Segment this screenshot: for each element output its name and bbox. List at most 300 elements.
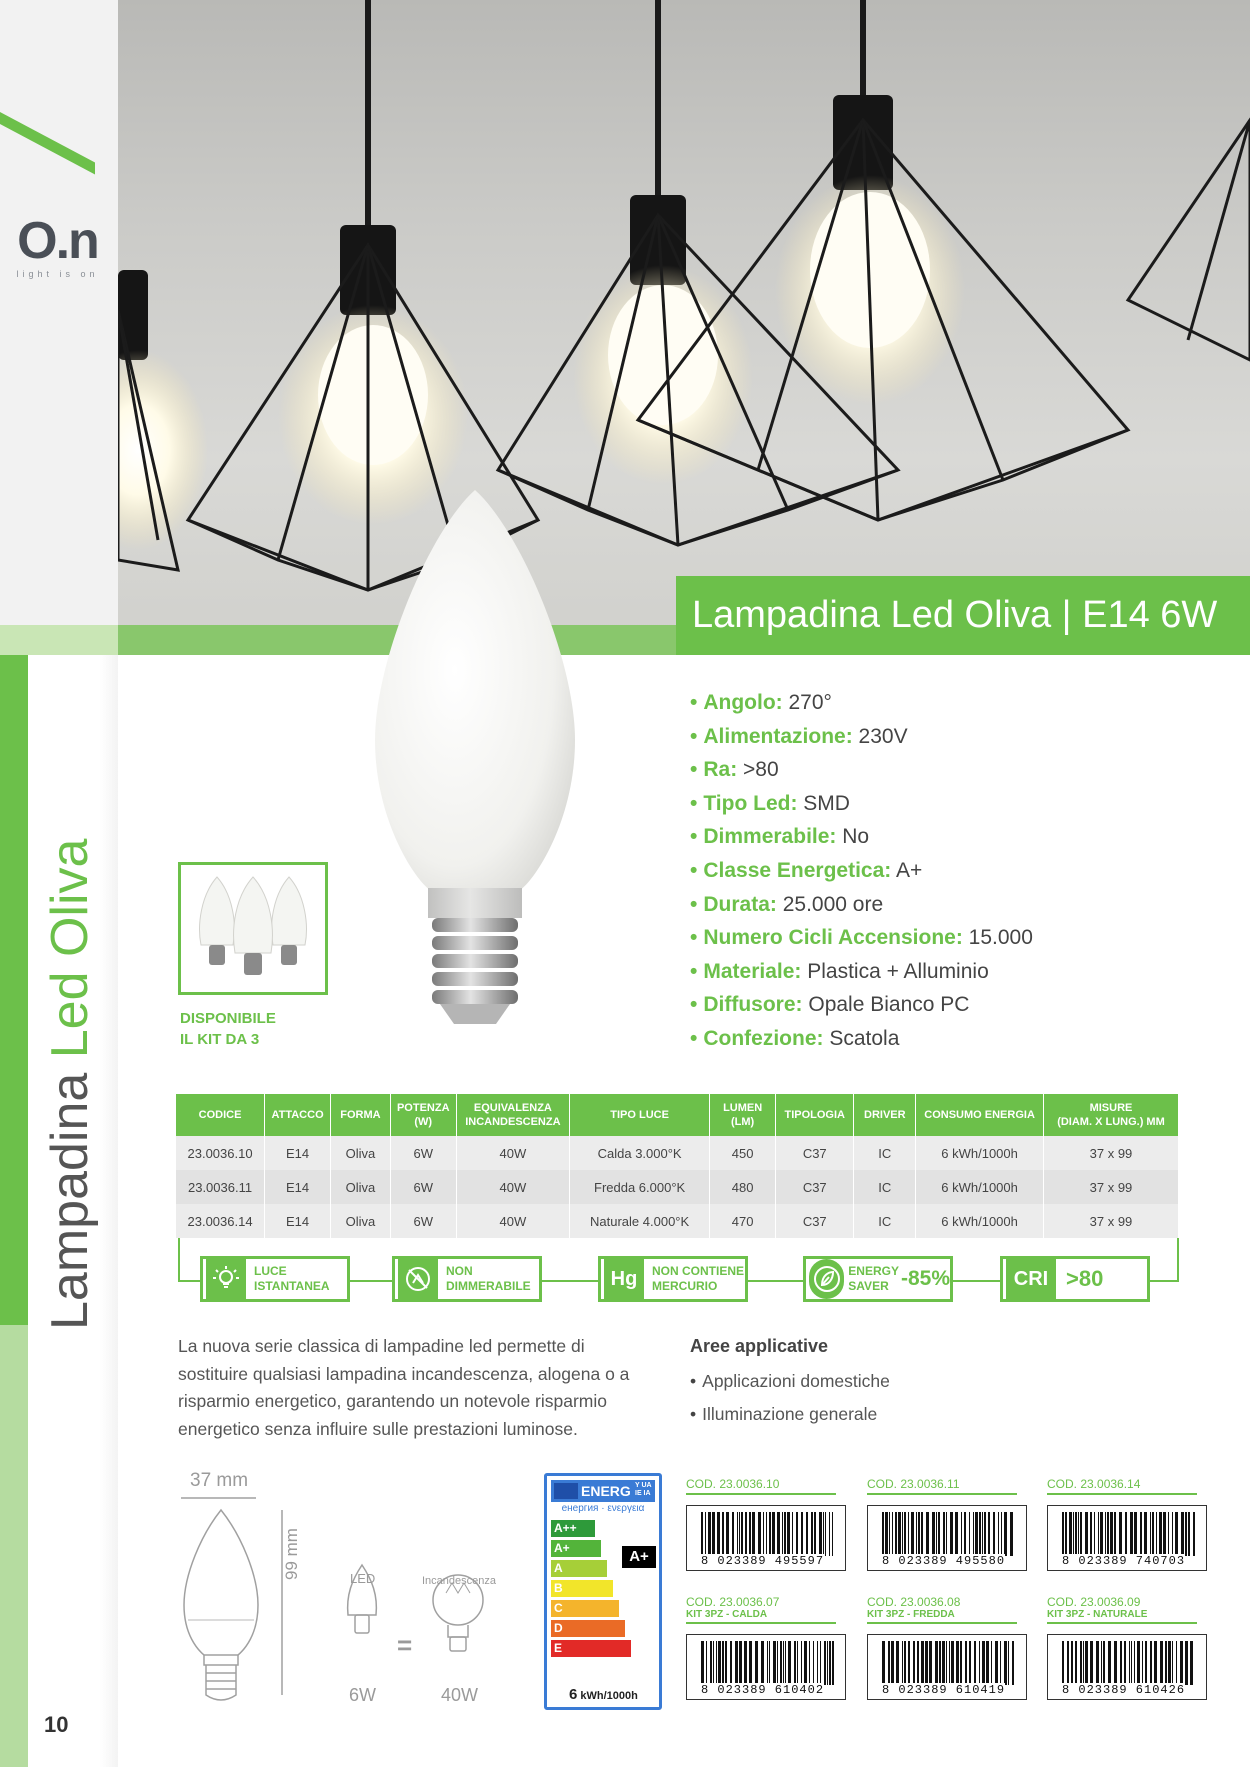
barcode-bar xyxy=(792,1512,793,1556)
spec-value: 15.000 xyxy=(962,926,1033,950)
barcode-bar xyxy=(1168,1512,1169,1556)
kit-label-line1: DISPONIBILE xyxy=(180,1010,276,1027)
vertical-title-accent: Led Oliva xyxy=(41,838,99,1059)
table-header-cell: CODICE xyxy=(176,1094,265,1136)
barcode-bar xyxy=(1154,1641,1157,1685)
table-cell: 40W xyxy=(456,1204,569,1238)
barcode-bar xyxy=(1114,1512,1116,1556)
application-areas xyxy=(690,1333,890,1431)
barcode-bar xyxy=(1065,1512,1067,1556)
barcode-bar xyxy=(969,1512,970,1556)
badge-mercury-text: NON CONTIENE MERCURIO xyxy=(652,1264,745,1293)
barcode-bar xyxy=(939,1641,941,1685)
energy-header-suffix: Y UA IE IA xyxy=(635,1482,652,1497)
energy-class-bar: A xyxy=(551,1560,607,1577)
barcode-bar xyxy=(1085,1512,1088,1556)
barcode-bar xyxy=(705,1512,706,1556)
barcode-bar xyxy=(708,1512,711,1556)
table-cell: E14 xyxy=(265,1136,331,1170)
energy-class-bar: A++ xyxy=(551,1520,595,1537)
barcode-bar xyxy=(902,1512,903,1556)
table-cell: Oliva xyxy=(331,1170,391,1204)
barcode-code: COD. 23.0036.11 xyxy=(867,1477,1017,1495)
barcode-bar xyxy=(755,1641,758,1685)
barcode-bar xyxy=(932,1512,935,1556)
barcode-code: COD. 23.0036.14 xyxy=(1047,1477,1197,1495)
barcode-bar xyxy=(713,1641,714,1685)
barcode-bar xyxy=(882,1641,885,1685)
barcode-bar xyxy=(1062,1641,1064,1685)
barcode-bar xyxy=(1098,1512,1099,1556)
table-cell: 37 x 99 xyxy=(1043,1136,1178,1170)
table-row xyxy=(176,1204,1179,1238)
barcode-bar xyxy=(995,1641,998,1685)
spec-item xyxy=(690,854,1033,888)
barcode-number: 8 023389 495597 xyxy=(701,1554,825,1568)
barcode-bar xyxy=(1156,1512,1157,1556)
barcode-bar xyxy=(1062,1512,1064,1556)
barcode-block xyxy=(867,1595,1027,1700)
pendant-lamps-illustration xyxy=(118,0,1250,655)
energy-subtitle: енергия · ενεργεια xyxy=(561,1503,645,1514)
barcode-bar xyxy=(911,1512,914,1556)
barcode-code: COD. 23.0036.07 xyxy=(686,1595,780,1609)
spec-item xyxy=(690,686,1033,720)
barcode-bar xyxy=(749,1641,752,1685)
table-cell: Naturale 4.000°K xyxy=(570,1204,710,1238)
barcode-bar xyxy=(1114,1641,1117,1685)
spec-item xyxy=(690,921,1033,955)
length-label: 99 mm xyxy=(282,1528,301,1580)
spec-key: Diffusore: xyxy=(703,993,803,1017)
barcode-bar xyxy=(918,1512,920,1556)
spec-value: 25.000 ore xyxy=(776,892,884,916)
product-title: Lampadina Led Oliva | E14 6W xyxy=(676,576,1250,655)
dimensions-diagram xyxy=(176,1465,506,1705)
barcode-bar xyxy=(1085,1641,1088,1685)
barcode-bar xyxy=(1190,1641,1193,1685)
barcode-bar xyxy=(984,1512,986,1556)
table-header-cell: LUMEN (LM) xyxy=(710,1094,776,1136)
barcode-bar xyxy=(1069,1512,1072,1556)
spec-item xyxy=(690,820,1033,854)
barcode-bar xyxy=(782,1512,783,1556)
barcode-bar xyxy=(745,1512,747,1556)
vertical-page-title xyxy=(40,839,100,1330)
barcode-bar xyxy=(964,1512,966,1556)
table-cell: IC xyxy=(854,1204,916,1238)
barcode-bar xyxy=(892,1512,893,1556)
barcode-bar xyxy=(1134,1512,1137,1556)
barcode-bar xyxy=(777,1641,778,1685)
table-cell: C37 xyxy=(776,1136,854,1170)
barcode-block xyxy=(1047,1595,1207,1700)
spec-key: Angolo: xyxy=(703,691,783,714)
barcode-bar xyxy=(827,1641,828,1685)
spec-key: Alimentazione: xyxy=(703,724,853,748)
badge-instant-text: LUCE ISTANTANEA xyxy=(254,1264,330,1293)
barcode-bar xyxy=(730,1641,732,1685)
barcode-bar xyxy=(717,1512,720,1556)
table-cell: 470 xyxy=(710,1204,776,1238)
table-cell: IC xyxy=(854,1170,916,1204)
barcode-bar xyxy=(938,1512,940,1556)
barcode-number: 8 023389 610419 xyxy=(882,1683,1006,1697)
spec-bullet: • xyxy=(690,758,698,782)
barcode-bar xyxy=(1160,1641,1163,1685)
spec-bullet: • xyxy=(690,724,698,748)
leaf-icon xyxy=(809,1259,844,1299)
barcode-kit-label: KIT 3PZ - NATURALE xyxy=(1047,1609,1148,1620)
barcode-bar xyxy=(761,1641,764,1685)
barcode-bar xyxy=(725,1641,727,1685)
barcode-bar xyxy=(1172,1512,1173,1556)
barcode-bar xyxy=(806,1512,808,1556)
barcode-bar xyxy=(814,1512,816,1556)
energy-label-header xyxy=(551,1480,655,1502)
table-cell: 40W xyxy=(456,1170,569,1204)
barcode-block xyxy=(686,1595,846,1700)
barcode-bar xyxy=(1145,1641,1147,1685)
barcode-bar xyxy=(1004,1641,1007,1685)
barcode-bar xyxy=(809,1641,810,1685)
badge-energy-value: -85% xyxy=(900,1267,950,1290)
badge-energy-saver xyxy=(803,1256,953,1302)
barcode-bar xyxy=(801,1512,803,1556)
barcode-bar xyxy=(979,1641,980,1685)
energy-class-bar: A+ xyxy=(551,1540,601,1557)
barcode-bar xyxy=(763,1512,764,1556)
spec-value: Scatola xyxy=(823,1026,900,1050)
barcode-image xyxy=(1047,1505,1207,1571)
no-dimmer-icon xyxy=(398,1259,438,1299)
barcode-bar xyxy=(935,1641,938,1685)
barcode-bar xyxy=(712,1512,715,1556)
barcode-bar xyxy=(1090,1512,1092,1556)
barcode-bar xyxy=(950,1512,953,1556)
barcode-bar xyxy=(825,1512,826,1556)
table-cell: E14 xyxy=(265,1170,331,1204)
barcode-bar xyxy=(769,1512,771,1556)
table-header-cell: EQUIVALENZA INCANDESCENZA xyxy=(456,1094,569,1136)
diameter-label: 37 mm xyxy=(190,1470,249,1491)
barcode-bar xyxy=(1176,1641,1177,1685)
barcode-bar xyxy=(1129,1641,1130,1685)
barcode-bar xyxy=(921,1512,923,1556)
barcode-bar xyxy=(769,1641,770,1685)
barcode-bar xyxy=(726,1512,729,1556)
energy-class-bar: C xyxy=(551,1600,619,1617)
barcode-bar xyxy=(1119,1512,1122,1556)
barcode-bar xyxy=(732,1512,734,1556)
barcode-bar xyxy=(926,1512,929,1556)
barcode-bar xyxy=(819,1512,822,1556)
barcode-bar xyxy=(913,1641,915,1685)
badge-instant-light xyxy=(200,1256,350,1302)
barcode-bar xyxy=(1125,1512,1127,1556)
barcode-bar xyxy=(1012,1641,1014,1685)
kit-label-line2: IL KIT DA 3 xyxy=(180,1031,260,1048)
barcode-bar xyxy=(1181,1512,1184,1556)
barcode-bar xyxy=(882,1512,884,1556)
barcode-bar xyxy=(955,1512,958,1556)
barcode-bar xyxy=(946,1512,947,1556)
barcode-bar xyxy=(1175,1512,1178,1556)
barcode-bar xyxy=(739,1512,740,1556)
barcode-bar xyxy=(1172,1641,1173,1685)
barcode-bar xyxy=(1080,1512,1082,1556)
mercury-icon: Hg xyxy=(604,1259,644,1299)
barcode-bar xyxy=(737,1512,738,1556)
barcode-bar xyxy=(787,1512,790,1556)
barcode-bar xyxy=(991,1641,992,1685)
barcode-image xyxy=(686,1505,846,1571)
led-label: LED xyxy=(350,1571,376,1586)
barcode-bar xyxy=(936,1512,937,1556)
badge-energy-text: ENERGY SAVER xyxy=(848,1264,899,1293)
table-header-cell: ATTACCO xyxy=(265,1094,331,1136)
eu-flag-icon xyxy=(554,1483,578,1499)
table-header-cell: CONSUMO ENERGIA xyxy=(916,1094,1044,1136)
barcode-number: 8 023389 740703 xyxy=(1062,1554,1186,1568)
barcode-bar xyxy=(943,1512,945,1556)
barcode-bar xyxy=(949,1641,950,1685)
table-cell: 480 xyxy=(710,1170,776,1204)
barcode-bar xyxy=(988,1512,990,1556)
spec-item xyxy=(690,720,1033,754)
barcode-block xyxy=(686,1477,846,1571)
barcode-code: COD. 23.0036.09 xyxy=(1047,1595,1141,1609)
spec-item xyxy=(690,787,1033,821)
barcode-bar xyxy=(951,1641,954,1685)
barcode-bar xyxy=(710,1641,712,1685)
logo-mark: O.n xyxy=(17,212,98,270)
barcode-bar xyxy=(998,1512,999,1556)
spec-key: Materiale: xyxy=(703,959,802,983)
spec-value: >80 xyxy=(737,758,779,782)
barcode-bar xyxy=(722,1641,724,1685)
page-number: 10 xyxy=(44,1712,69,1737)
barcode-block xyxy=(1047,1477,1207,1571)
spec-key: Ra: xyxy=(703,758,738,782)
table-header-cell: MISURE (DIAM. X LUNG.) MM xyxy=(1043,1094,1178,1136)
equals-sign: = xyxy=(397,1630,413,1660)
barcode-bar xyxy=(797,1641,798,1685)
barcode-bar xyxy=(929,1641,932,1685)
kit-availability-label xyxy=(180,1008,276,1050)
barcode-number: 8 023389 610426 xyxy=(1062,1683,1186,1697)
barcode-bar xyxy=(801,1641,802,1685)
barcode-bar xyxy=(1120,1641,1122,1685)
barcode-bar xyxy=(735,1641,738,1685)
barcode-bar xyxy=(961,1512,962,1556)
barcode-bar xyxy=(969,1641,971,1685)
barcode-bar xyxy=(780,1641,782,1685)
barcode-bar xyxy=(766,1512,767,1556)
barcode-bar xyxy=(832,1512,833,1556)
barcode-bar xyxy=(1150,1512,1151,1556)
barcode-image xyxy=(686,1634,846,1700)
barcode-bar xyxy=(1000,1641,1001,1685)
barcode-bar xyxy=(986,1641,989,1685)
sidebar-green-strip xyxy=(0,655,28,1325)
barcode-bar xyxy=(993,1512,995,1556)
barcode-bar xyxy=(925,1641,928,1685)
vertical-title-main: Lampadina xyxy=(41,1058,99,1330)
barcode-bar xyxy=(739,1641,742,1685)
barcode-bar xyxy=(1130,1512,1133,1556)
barcode-bar xyxy=(974,1641,976,1685)
barcode-bar xyxy=(1142,1641,1143,1685)
barcode-bar xyxy=(1001,1512,1002,1556)
barcode-bar xyxy=(942,1641,945,1685)
spec-item xyxy=(690,888,1033,922)
spec-item xyxy=(690,955,1033,989)
spec-value: Plastica + Alluminio xyxy=(801,959,989,983)
barcode-bar xyxy=(1083,1641,1084,1685)
sidebar-top-panel xyxy=(0,0,118,625)
area-item: • Illuminazione generale xyxy=(690,1398,890,1431)
barcode-bar xyxy=(829,1512,830,1556)
table-cell: Oliva xyxy=(331,1204,391,1238)
cri-label: CRI xyxy=(1006,1259,1056,1299)
table-cell: 450 xyxy=(710,1136,776,1170)
incandescent-label: Incandescenza xyxy=(422,1575,496,1587)
table-row xyxy=(176,1136,1179,1170)
barcode-bar xyxy=(1094,1512,1095,1556)
spec-key: Classe Energetica: xyxy=(703,858,892,882)
table-cell: IC xyxy=(854,1136,916,1170)
barcode-bar xyxy=(904,1512,906,1556)
table-cell: 37 x 99 xyxy=(1043,1204,1178,1238)
barcode-image xyxy=(867,1505,1027,1571)
barcode-bar xyxy=(722,1512,724,1556)
barcode-bar xyxy=(975,1512,978,1556)
sidebar-light-strip xyxy=(0,1325,28,1767)
barcode-code: COD. 23.0036.10 xyxy=(686,1477,836,1495)
barcode-bar xyxy=(891,1641,894,1685)
spec-list xyxy=(690,686,1033,1056)
barcode-bar xyxy=(1080,1641,1082,1685)
table-header-row xyxy=(176,1094,1179,1136)
barcode-bar xyxy=(817,1641,818,1685)
areas-title: Aree applicative xyxy=(690,1336,829,1356)
energy-header-text: ENERG xyxy=(581,1483,631,1499)
table-cell: 23.0036.11 xyxy=(176,1170,265,1204)
barcode-bar xyxy=(783,1641,784,1685)
barcode-bar xyxy=(908,1512,909,1556)
table-cell: Fredda 6.000°K xyxy=(570,1170,710,1204)
barcode-bar xyxy=(956,1641,959,1685)
kit-image xyxy=(178,862,328,995)
barcode-bar xyxy=(796,1512,798,1556)
barcode-bar xyxy=(785,1641,786,1685)
incandescent-watt: 40W xyxy=(441,1685,479,1705)
barcode-bar xyxy=(1105,1512,1106,1556)
sidebar-band xyxy=(0,625,118,655)
barcode-bar xyxy=(1152,1512,1154,1556)
barcode-bar xyxy=(1108,1641,1111,1685)
badge-cri xyxy=(1000,1256,1150,1302)
lightbulb-icon xyxy=(206,1259,246,1299)
area-item: • Applicazioni domestiche xyxy=(690,1365,890,1398)
barcode-bar xyxy=(1144,1512,1147,1556)
spec-key: Numero Cicli Accensione: xyxy=(703,926,963,950)
barcode-bar xyxy=(1159,1512,1162,1556)
barcode-image xyxy=(1047,1634,1207,1700)
barcode-bar xyxy=(1165,1641,1167,1685)
barcode-bar xyxy=(749,1512,751,1556)
barcode-bar xyxy=(811,1512,813,1556)
barcode-bar xyxy=(823,1512,824,1556)
barcode-bar xyxy=(716,1641,717,1685)
table-cell: C37 xyxy=(776,1170,854,1204)
barcode-bar xyxy=(1185,1641,1188,1685)
spec-value: SMD xyxy=(797,791,850,815)
barcode-bar xyxy=(1193,1512,1195,1556)
barcode-bar xyxy=(1078,1512,1079,1556)
barcode-bar xyxy=(1168,1641,1171,1685)
table-cell: 37 x 99 xyxy=(1043,1170,1178,1204)
barcode-bar xyxy=(1103,1641,1105,1685)
barcode-bar xyxy=(820,1641,821,1685)
spec-value: 270° xyxy=(782,691,832,714)
badge-dimmer-text: NON DIMMERABILE xyxy=(446,1264,531,1293)
barcode-kit-label: KIT 3PZ - FREDDA xyxy=(867,1609,955,1620)
barcode-bar xyxy=(1071,1641,1073,1685)
barcode-bar xyxy=(701,1641,704,1685)
barcode-kit-label: KIT 3PZ - CALDA xyxy=(686,1609,768,1620)
barcode-bar xyxy=(916,1512,917,1556)
barcode-number: 8 023389 495580 xyxy=(882,1554,1006,1568)
barcode-bar xyxy=(1110,1512,1113,1556)
barcode-bar xyxy=(829,1641,831,1685)
barcode-number: 8 023389 610402 xyxy=(701,1683,825,1697)
table-cell: 23.0036.10 xyxy=(176,1136,265,1170)
energy-rating-arrow: A+ xyxy=(622,1546,656,1568)
table-header-cell: TIPO LUCE xyxy=(570,1094,710,1136)
spec-value: No xyxy=(836,825,870,849)
barcode-bar xyxy=(1010,1512,1013,1556)
spec-bullet: • xyxy=(690,959,698,983)
barcode-bar xyxy=(758,1512,761,1556)
spec-key: Confezione: xyxy=(703,1026,824,1050)
barcode-bar xyxy=(706,1641,707,1685)
table-cell: 40W xyxy=(456,1136,569,1170)
barcode-bar xyxy=(1107,1512,1109,1556)
spec-bullet: • xyxy=(690,1026,698,1050)
spec-bullet: • xyxy=(690,825,698,849)
table-cell: 23.0036.14 xyxy=(176,1204,265,1238)
spec-item xyxy=(690,988,1033,1022)
barcode-code: COD. 23.0036.08 xyxy=(867,1595,961,1609)
barcode-bar xyxy=(979,1512,981,1556)
led-watt: 6W xyxy=(349,1685,376,1705)
barcode-bar xyxy=(1124,1641,1126,1685)
barcode-bar xyxy=(1150,1641,1152,1685)
hero-photo xyxy=(118,0,1250,655)
barcode-bar xyxy=(898,1512,901,1556)
barcode-bar xyxy=(767,1641,768,1685)
table-header-cell: POTENZA (W) xyxy=(390,1094,456,1136)
barcode-bar xyxy=(1140,1512,1142,1556)
barcode-bar xyxy=(804,1641,807,1685)
energy-label xyxy=(544,1473,662,1710)
table-cell: 6 kWh/1000h xyxy=(916,1170,1044,1204)
brand-logo xyxy=(10,212,105,279)
barcode-bar xyxy=(1131,1641,1132,1685)
barcode-bar xyxy=(921,1641,924,1685)
